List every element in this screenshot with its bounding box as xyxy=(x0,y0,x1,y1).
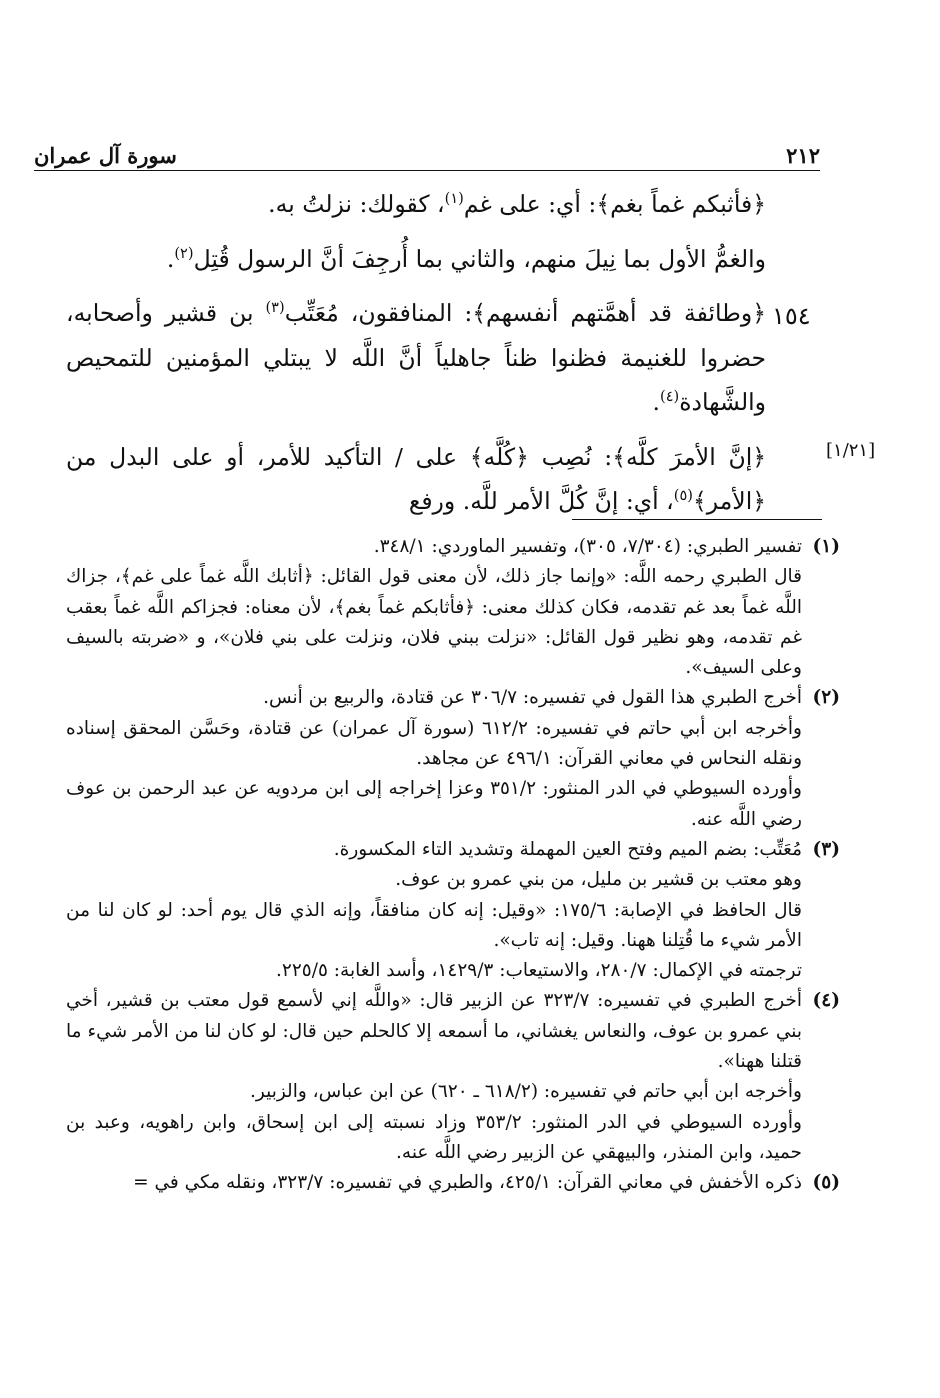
footnote-number: (٥) xyxy=(812,1172,840,1194)
main-paragraph: والغمُّ الأول بما نِيلَ منهم، والثاني بما أُرجِفَ أنَّ الرسول قُتِل$^{(٢)}$. xyxy=(166,244,766,273)
footnote-text: ترجمته في الإكمال: ٢٨٠/٧، والاستيعاب: ١٤٢٩/٣، وأسد الغابة: ٢٢٥/٥. xyxy=(276,960,802,982)
footnote-number: (١) xyxy=(812,536,840,557)
footnote-text: تفسير الطبري: (٧/٣٠٤، ٣٠٥)، وتفسير الماوردي: ٣٤٨/١. xyxy=(373,536,802,557)
page-header xyxy=(34,132,820,168)
footnote-ref[interactable]: (٢) xyxy=(174,244,194,262)
footnote-text: مُعَتِّب: بضم الميم وفتح العين المهملة وتشديد التاء المكسورة. xyxy=(333,838,802,860)
header-rule xyxy=(34,170,820,171)
page-number: ٢١٢ xyxy=(786,143,820,168)
footnote-number: (٣) xyxy=(812,838,840,860)
footnote-text: وأخرجه ابن أبي حاتم في تفسيره: ٦١٢/٢ (سورة آل عمران) عن قتادة، وحَسَّن المحقق إسناده ونقله النحاس في معاني القرآن: ٤٩٦/١ عن مجاهد. xyxy=(66,717,802,770)
footnote-ref[interactable]: (٥) xyxy=(673,487,693,505)
footnotes xyxy=(66,532,840,1199)
footnote-text: وأخرجه ابن أبي حاتم في تفسيره: (٦١٨/٢ ـ ٦٢٠) عن ابن عباس، والزبير. xyxy=(250,1081,802,1103)
main-text xyxy=(66,182,766,524)
main-paragraph: ﴿وطائفة قد أهمَّتهم أنفسهم﴾: المنافقون، مُعَتِّب$^{(٣)}$ بن قشير وأصحابه، حضروا للغنيمة فظنوا ظناً جاهلياً أنَّ اللَّه لا يبتلي المؤمنين للتمحيص والشَّهادة$^{(٤)}$. xyxy=(66,299,766,416)
footnote xyxy=(66,986,840,1168)
footnote-text: ذكره الأخفش في معاني القرآن: ٤٢٥/١، والطبري في تفسيره: ٣٢٣/٧، ونقله مكي في = xyxy=(133,1172,802,1194)
footnote-text: قال الحافظ في الإصابة: ١٧٥/٦: «وقيل: إنه كان منافقاً، وإنه الذي قال يوم أحد: لو كان لنا من الأمر شيء ما قُتِلنا ههنا. وقيل: إنه تاب». xyxy=(66,899,802,951)
main-paragraph: ﴿فأثبكم غماً بغم﴾: أي: على غم$^{(١)}$، كقولك: نزلتُ به. xyxy=(268,190,766,218)
footnote-ref[interactable]: (١) xyxy=(444,190,464,208)
footnote-text: أخرج الطبري هذا القول في تفسيره: ٣٠٦/٧ عن قتادة، والربيع بن أنس. xyxy=(263,687,802,709)
manuscript-reference: [١/٢١] xyxy=(826,440,876,461)
footnote-text: وأورده السيوطي في الدر المنثور: ٣٥١/٢ وعزا إخراجه إلى ابن مردويه عن عبد الرحمن بن عوف رضي اللَّه عنه. xyxy=(66,778,802,830)
footnote-ref[interactable]: (٤) xyxy=(660,388,680,406)
footnote-number: (٤) xyxy=(812,990,840,1012)
footnote-number: (٢) xyxy=(812,687,840,709)
footnote xyxy=(66,1168,840,1198)
footnote-ref[interactable]: (٣) xyxy=(265,299,285,317)
footnote-text: وهو معتب بن قشير بن مليل، من بني عمرو بن عوف. xyxy=(395,869,802,891)
footnote xyxy=(66,532,840,683)
footnote-text: وأورده السيوطي في الدر المنثور: ٣٥٣/٢ وزاد نسبته إلى ابن إسحاق، وابن راهويه، وعبد بن حميد، وابن المنذر، والبيهقي عن الزبير رضي اللَّه عنه. xyxy=(66,1111,802,1163)
footnote xyxy=(66,683,840,834)
footnote-text: أخرج الطبري في تفسيره: ٣٢٣/٧ عن الزبير قال: «واللَّه إني لأسمع قول معتب بن قشير، أخي بني عمرو بن عوف، والنعاس يغشاني، ما أسمعه إلا كالحلم حين قال: لو كان لنا من الأمر شيء ما قتلنا ههنا». xyxy=(66,990,802,1073)
footnote-separator xyxy=(572,519,822,520)
verse-number: ١٥٤ xyxy=(772,302,811,330)
main-paragraph: ﴿إنَّ الأمرَ كلَّه﴾: نُصِب ﴿كُلَّه﴾ على / التأكيد للأمر، أو على البدل من ﴿الأمر﴾$^{(٥)}$، أي: إنَّ كُلَّ الأمر للَّه. ورفع xyxy=(66,442,766,515)
footnote-text: قال الطبري رحمه اللَّه: «وإنما جاز ذلك، لأن معنى قول القائل: ﴿أثابك اللَّه غماً على غم﴾، جزاك اللَّه غماً بعد غم تقدمه، فكان كذلك معنى: ﴿فأثابكم غماً بغم﴾، لأن معناه: فجزاكم اللَّه غماً بعقب غم تقدمه، وهو نظير قول القائل: «نزلت ببني فلان، ونزلت على بني فلان»، و «ضربته بالسيف وعلى السيف». xyxy=(66,566,802,679)
surah-title: سورة آل عمران xyxy=(34,143,177,168)
footnote xyxy=(66,835,840,986)
